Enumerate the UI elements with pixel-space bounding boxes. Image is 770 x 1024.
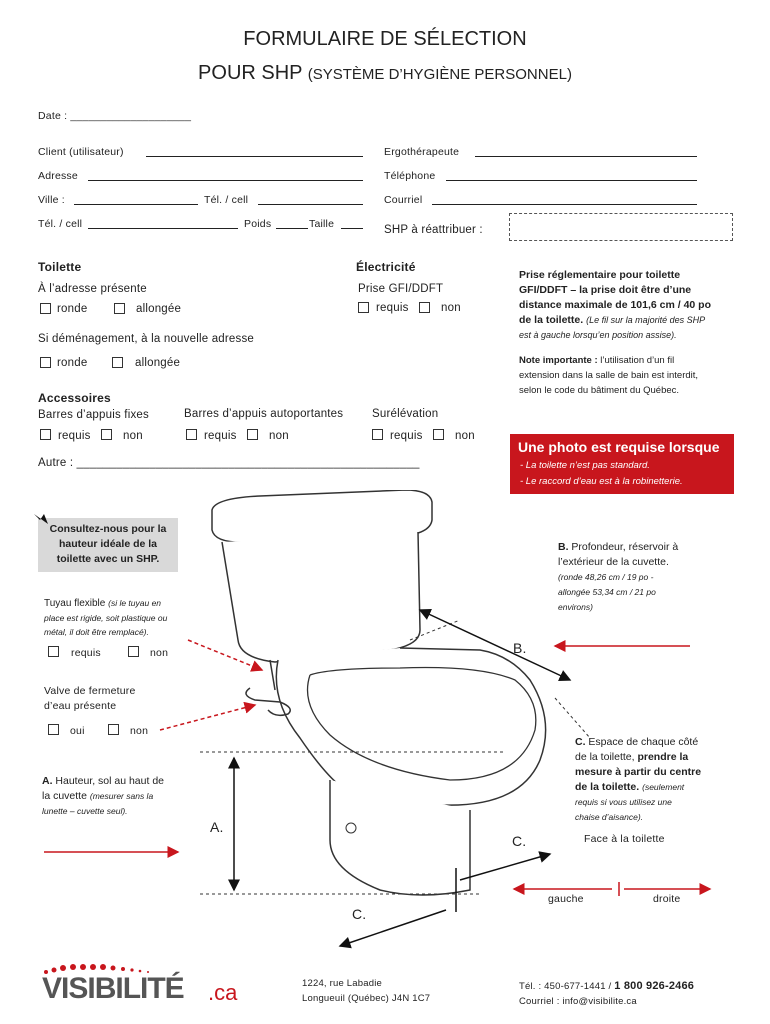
telephone-input[interactable] [446, 180, 697, 181]
gauche-label: gauche [548, 893, 584, 905]
prise-info-note: (Le fil sur la majorité des SHP [586, 315, 706, 325]
tuyau-block [44, 596, 234, 639]
c-line: de la toilette, [575, 751, 635, 763]
bowl [276, 648, 545, 805]
b-description [558, 540, 728, 615]
barres-fixes-label: Barres d’appuis fixes [38, 409, 149, 421]
client-label: Client (utilisateur) [38, 146, 124, 158]
ville-label: Ville : [38, 194, 65, 206]
allongee-checkbox-1[interactable] [114, 303, 125, 314]
title-line-1: FORMULAIRE DE SÉLECTION [243, 28, 527, 50]
consult-line: hauteur idéale de la [58, 538, 158, 550]
valve-line: d’eau présente [44, 700, 117, 712]
a-bold: A. [42, 775, 53, 787]
title-line-2 [0, 62, 770, 85]
ronde-label-1: ronde [57, 303, 88, 315]
prise-info-line: Prise réglementaire pour toilette [519, 269, 681, 281]
surelevation-requis-checkbox[interactable] [372, 429, 383, 440]
tuyau-non-checkbox[interactable] [128, 646, 139, 657]
shp-label: SHP à réattribuer : [384, 224, 483, 236]
prise-info-note: est à gauche lorsqu’en position assise). [519, 330, 677, 340]
shp-input-box[interactable] [509, 213, 733, 241]
taille-label: Taille [309, 218, 335, 230]
prise-requis-label: requis [376, 302, 409, 314]
droite-label: droite [653, 893, 681, 905]
a-line: Hauteur, sol au haut de [55, 775, 165, 787]
accessoires-heading: Accessoires [38, 391, 111, 405]
tel-cell-input[interactable] [258, 204, 363, 205]
allongee-label-1: allongée [136, 303, 182, 315]
dimension-c-arrow-right [460, 854, 550, 880]
ronde-checkbox-1[interactable] [40, 303, 51, 314]
visibilite-logo [42, 962, 252, 1010]
diagram-label-c2: C. [352, 906, 367, 922]
toilette-heading: Toilette [38, 260, 82, 274]
c-line-bold: de la toilette. [575, 781, 640, 793]
surelevation-label: Surélévation [372, 408, 439, 420]
title-line-2-bold: POUR SHP [198, 62, 303, 84]
consult-line: Consultez-nous pour la [49, 523, 167, 535]
b-note: (ronde 48,26 cm / 19 po - [558, 572, 654, 582]
face-label: Face à la toilette [584, 833, 665, 845]
adresse-presente-label: À l’adresse présente [38, 283, 147, 295]
surelevation-non-label: non [455, 430, 475, 442]
photo-heading: Une photo est requise lorsque [518, 439, 720, 455]
surelevation-requis-label: requis [390, 430, 423, 442]
barres-auto-non-label: non [269, 430, 289, 442]
tuyau-non-label: non [150, 647, 169, 659]
date-field[interactable]: Date : ____________________ [38, 110, 192, 122]
tuyau-requis-label: requis [71, 647, 101, 659]
poids-label: Poids [244, 218, 272, 230]
prise-label: Prise GFI/DDFT [358, 283, 444, 295]
barres-fixes-non-label: non [123, 430, 143, 442]
photo-item: - La toilette n’est pas standard. [520, 460, 650, 471]
note-line: selon le code du bâtiment du Québec. [519, 385, 680, 396]
c-line-bold: prendre la [637, 751, 689, 763]
note-bold: Note importante : [519, 355, 598, 366]
footer-email[interactable]: Courriel : info@visibilite.ca [519, 996, 637, 1007]
barres-fixes-non-checkbox[interactable] [101, 429, 112, 440]
logo-suffix-text: .ca [208, 980, 238, 1005]
b-note: environs) [558, 602, 593, 612]
diagram-label-b: B. [513, 640, 527, 656]
consult-line: toilette avec un SHP. [56, 553, 160, 565]
note-line: extension dans la salle de bain est interdit, [519, 370, 699, 381]
demenagement-label: Si déménagement, à la nouvelle adresse [38, 333, 255, 345]
diagram-label-c1: C. [512, 833, 527, 849]
tuyau-label: Tuyau flexible [44, 598, 106, 609]
poids-input[interactable] [276, 228, 308, 229]
barres-auto-requis-label: requis [204, 430, 237, 442]
b-line: l’extérieur de la cuvette. [558, 556, 669, 568]
adresse-label: Adresse [38, 170, 78, 182]
note-line: l’utilisation d’un fil [600, 355, 675, 366]
prise-requis-checkbox[interactable] [358, 302, 369, 313]
consult-arrow-icon [34, 514, 48, 524]
tel-cell-label: Tél. / cell [204, 194, 249, 206]
valve-oui-label: oui [70, 725, 85, 737]
valve-non-checkbox[interactable] [108, 724, 119, 735]
note-importante [519, 353, 734, 398]
barres-auto-non-checkbox[interactable] [247, 429, 258, 440]
taille-input[interactable] [341, 228, 363, 229]
logo-main-text: VISIBILITÉ [42, 972, 184, 1005]
tuyau-note: place est rigide, soit plastique ou [44, 613, 168, 623]
photo-requise-box [510, 434, 734, 494]
tuyau-note: métal, il doit être remplacé). [44, 627, 149, 637]
prise-info [519, 268, 734, 343]
courriel-label: Courriel [384, 194, 423, 206]
ville-input[interactable] [74, 204, 198, 205]
ergo-label: Ergothérapeute [384, 146, 460, 158]
valve-oui-checkbox[interactable] [48, 724, 59, 735]
footer-address: 1224, rue Labadie [302, 978, 382, 989]
autre-field[interactable]: Autre : ____________________________________________________ [38, 457, 420, 469]
barres-auto-requis-checkbox[interactable] [186, 429, 197, 440]
c-line: Espace de chaque côté [588, 736, 699, 748]
footer-tel [519, 980, 694, 992]
prise-non-checkbox[interactable] [419, 302, 430, 313]
photo-item: - Le raccord d’eau est à la robinetterie. [520, 476, 683, 487]
red-arrow-valve [160, 705, 255, 730]
tel-cell-2-input[interactable] [88, 228, 238, 229]
telephone-label: Téléphone [384, 170, 436, 182]
c-note: requis si vous utilisez une [575, 797, 672, 807]
valve-non-label: non [130, 725, 149, 737]
electricite-heading: Électricité [356, 260, 416, 274]
c-bold: C. [575, 736, 586, 748]
a-note: lunette – cuvette seul). [42, 806, 128, 816]
client-input[interactable] [146, 156, 363, 157]
c-note: chaise d’aisance). [575, 812, 644, 822]
barres-auto-label: Barres d’appuis autoportantes [184, 408, 344, 420]
b-note: allongée 53,34 cm / 21 po [558, 587, 656, 597]
a-description [42, 774, 192, 819]
prise-non-label: non [441, 302, 461, 314]
barres-fixes-requis-checkbox[interactable] [40, 429, 51, 440]
b-bold: B. [558, 541, 569, 553]
surelevation-non-checkbox[interactable] [433, 429, 444, 440]
a-line: la cuvette [42, 790, 87, 802]
allongee-label-2: allongée [135, 357, 181, 369]
prise-info-line: de la toilette. [519, 314, 584, 326]
diagram-label-a: A. [210, 819, 224, 835]
tuyau-note: (si le tuyau en [108, 598, 162, 608]
footer-tel-label: Tél. : 450-677-1441 / [519, 981, 612, 992]
a-note: (mesurer sans la [89, 791, 154, 801]
courriel-input[interactable] [432, 204, 697, 205]
b-line: Profondeur, réservoir à [571, 541, 679, 553]
ronde-checkbox-2[interactable] [40, 357, 51, 368]
tel-cell-2-label: Tél. / cell [38, 218, 83, 230]
adresse-input[interactable] [88, 180, 363, 181]
ronde-label-2: ronde [57, 357, 88, 369]
valve-line: Valve de fermeture [44, 685, 136, 697]
c-description [575, 735, 735, 825]
title-line-2-rest: (SYSTÈME D’HYGIÈNE PERSONNEL) [307, 66, 572, 83]
prise-info-line: distance maximale de 101,6 cm / 40 po [519, 299, 712, 311]
c-note: (seulement [642, 782, 685, 792]
tank-body [222, 532, 420, 662]
prise-info-line: GFI/DDFT – la prise doit être d’une [519, 284, 692, 296]
allongee-checkbox-2[interactable] [112, 357, 123, 368]
barres-fixes-requis-label: requis [58, 430, 91, 442]
footer-address: Longueuil (Québec) J4N 1C7 [302, 993, 431, 1004]
footer-tel-free[interactable]: 1 800 926-2466 [614, 980, 695, 992]
c-line-bold: mesure à partir du centre [575, 766, 702, 778]
tuyau-requis-checkbox[interactable] [48, 646, 59, 657]
ergo-input[interactable] [475, 156, 697, 157]
